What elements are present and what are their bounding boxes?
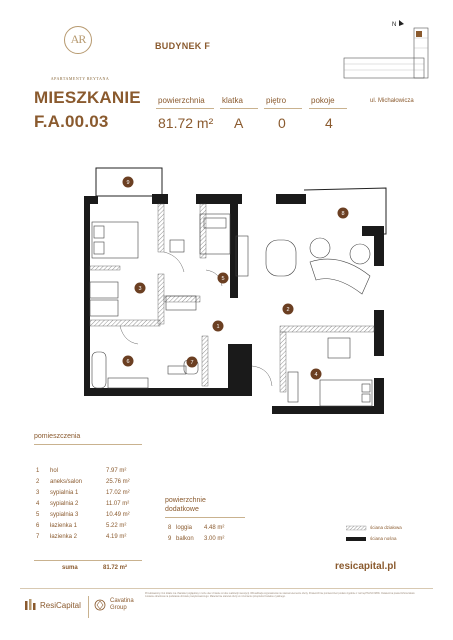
room-area: 5.22 m² (106, 523, 127, 529)
spec-divider (309, 108, 347, 109)
partition-wall-label: ściana działowa (370, 525, 402, 530)
room-badge-6 (123, 356, 134, 367)
room-badge-3 (135, 283, 146, 294)
extras-divider (165, 517, 245, 518)
svg-text:3: 3 (138, 286, 142, 292)
room-area: 7.97 m² (106, 468, 127, 474)
compass-arrow-icon (399, 20, 404, 26)
svg-text:4: 4 (314, 372, 318, 378)
cavatina-logo-icon (94, 598, 106, 612)
room-badge-5 (218, 273, 229, 284)
spec-stair-label: klatka (222, 96, 243, 105)
room-name: sypialnia 3 (50, 512, 79, 518)
room-name: sypialnia 2 (50, 501, 79, 507)
extra-area: 4.48 m² (204, 525, 225, 531)
spec-floor-value: 0 (278, 115, 286, 131)
wall-legend-swatches (346, 523, 368, 543)
key-plan (338, 18, 438, 84)
spec-rooms-value: 4 (325, 115, 333, 131)
svg-text:9: 9 (126, 180, 130, 186)
room-area: 25.76 m² (106, 479, 130, 485)
room-name: sypialnia 1 (50, 490, 79, 496)
svg-text:7: 7 (190, 360, 194, 366)
room-badge-9 (123, 177, 134, 188)
room-name: łazienka 1 (50, 523, 78, 529)
extra-name: loggia (176, 525, 193, 531)
room-badge-8 (338, 208, 349, 219)
sum-label: suma (62, 565, 78, 571)
spec-floor-label: piętro (266, 96, 287, 105)
room-num: 3 (36, 490, 40, 496)
brand-name: APARTAMENTY REYTANA (50, 76, 110, 81)
spec-divider (264, 108, 302, 109)
key-plan-highlight (416, 31, 422, 37)
room-area: 17.02 m² (106, 490, 130, 496)
disclaimer-text: Przedstawiony rzut lokalu ma charakter poglądowy i może ulec zmianie w toku realizacji inwestycji. Wizualizacja wyposażenia nie stanowi elementu oferty. Powierzchnie pomieszczeń podano zgodnie z normą PN-ISO 9836. Ostateczna powierzchnia lokalu zostanie określona na podstawie obmiaru powykonawczego. Materiał nie stanowi oferty w rozumieniu przepisów Kodeksu cywilnego. (145, 592, 415, 599)
room-badge-1 (213, 321, 224, 332)
room-name: hol (50, 468, 59, 474)
exterior-wall-label: ściana nośna (370, 536, 397, 541)
extra-num: 9 (168, 536, 172, 542)
svg-text:6: 6 (126, 359, 130, 365)
website-link[interactable]: resicapital.pl (335, 561, 397, 572)
room-num: 2 (36, 479, 40, 485)
room-num: 6 (36, 523, 40, 529)
resi-logo-text: ResiCapital (40, 601, 81, 610)
rooms-title: pomieszczenia (34, 433, 81, 440)
sum-divider (34, 560, 142, 561)
spec-area-label: powierzchnia (158, 96, 205, 105)
spec-area-value: 81.72 m² (158, 115, 214, 131)
resi-logo-icon (24, 599, 38, 611)
room-num: 1 (36, 468, 40, 474)
floor-plan (80, 166, 390, 416)
room-area: 4.19 m² (106, 534, 127, 540)
svg-text:1: 1 (216, 324, 220, 330)
partition-swatch (346, 526, 366, 530)
room-badge-2 (283, 304, 294, 315)
svg-text:8: 8 (341, 211, 345, 217)
room-num: 5 (36, 512, 40, 518)
building-label: BUDYNEK F (155, 41, 211, 51)
spec-stair-value: A (234, 115, 244, 131)
svg-text:2: 2 (286, 307, 290, 313)
exterior-walls (84, 194, 384, 414)
extra-area: 3.00 m² (204, 536, 225, 542)
apartment-label: MIESZKANIE (34, 88, 141, 107)
cavatina-logo-text: Cavatina Group (110, 598, 134, 611)
street-name: ul. Michałowicza (370, 98, 414, 104)
room-num: 4 (36, 501, 40, 507)
room-name: aneks/salon (50, 479, 83, 485)
sum-value: 81.72 m² (103, 565, 128, 571)
spec-rooms-label: pokoje (311, 96, 335, 105)
exterior-swatch (346, 537, 366, 541)
svg-text:5: 5 (221, 276, 225, 282)
footer-logo-divider (88, 596, 89, 618)
room-area: 11.07 m² (106, 501, 130, 507)
extra-num: 8 (168, 525, 172, 531)
extra-name: balkon (176, 536, 194, 542)
extras-title: powierzchnie dodatkowe (165, 497, 206, 513)
room-area: 10.49 m² (106, 512, 130, 518)
room-name: łazienka 2 (50, 534, 78, 540)
spec-divider (156, 108, 214, 109)
room-num: 7 (36, 534, 40, 540)
apartment-code: F.A.00.03 (34, 112, 109, 131)
footer-divider (20, 588, 433, 589)
room-badge-4 (311, 369, 322, 380)
spec-divider (220, 108, 258, 109)
brand-monogram: AR (70, 32, 86, 46)
compass-label: N (392, 22, 397, 28)
room-badge-7 (187, 357, 198, 368)
rooms-divider (34, 444, 142, 445)
